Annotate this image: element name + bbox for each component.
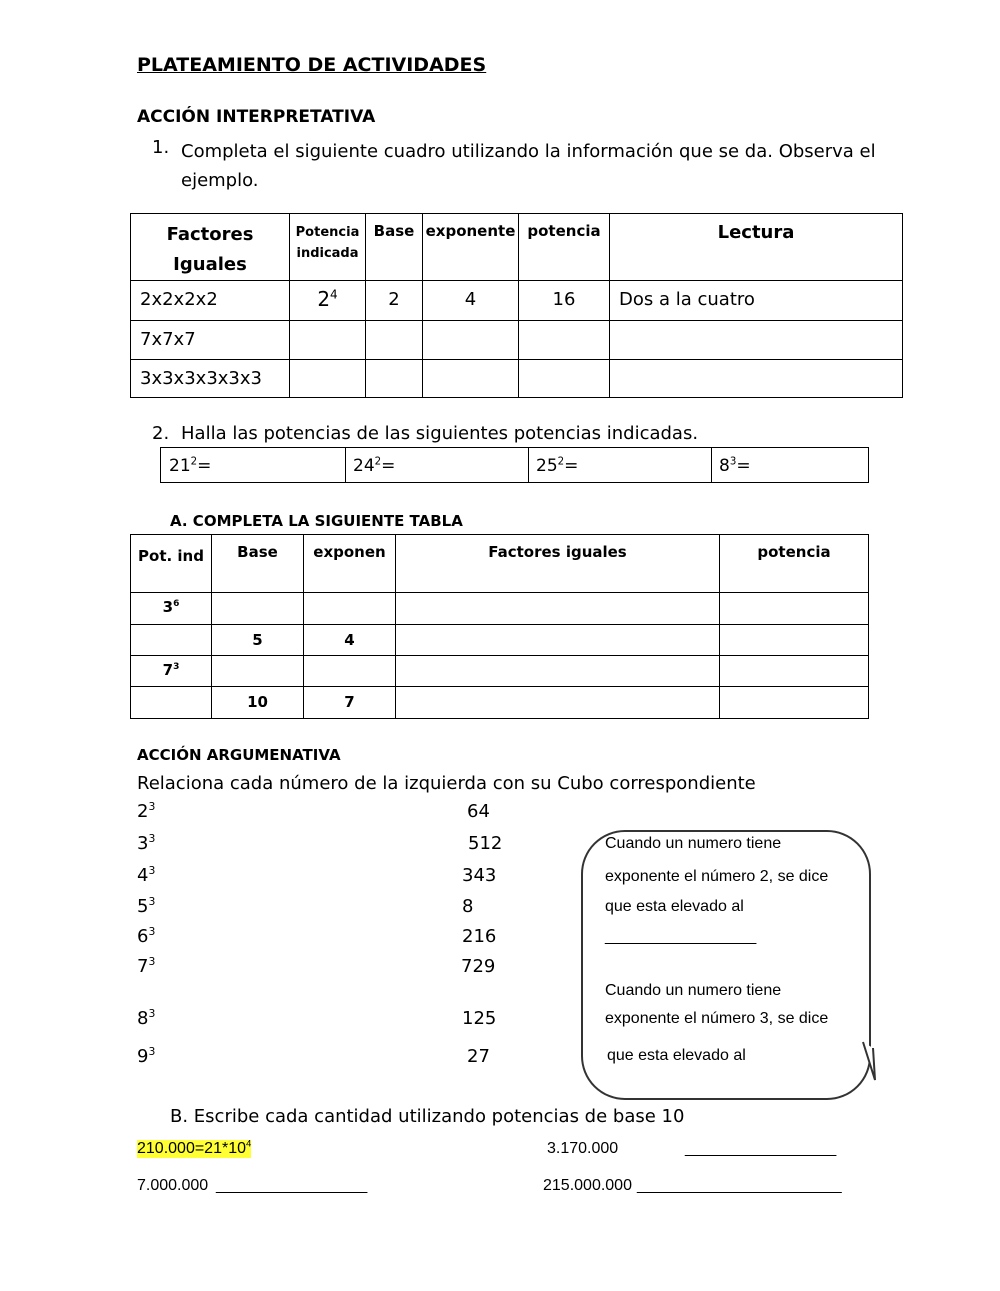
match-right-item[interactable]: 27 — [467, 1046, 490, 1067]
match-left-item[interactable]: $8^3$ — [137, 1007, 156, 1029]
section-heading-argumentativa: ACCIÓN ARGUMENATIVA — [137, 746, 341, 764]
cell-base[interactable] — [212, 593, 304, 625]
cell-potencia[interactable] — [720, 687, 869, 719]
cell-base: 10 — [212, 687, 304, 719]
cell-pot-ind[interactable] — [131, 687, 212, 719]
cell-potencia[interactable] — [720, 625, 869, 656]
power-cell[interactable]: $24^2=$ — [346, 448, 529, 483]
cell-base: 2 — [366, 281, 423, 321]
power-cell[interactable]: $25^2=$ — [529, 448, 712, 483]
cell-exponente[interactable] — [304, 656, 396, 687]
match-left-item[interactable]: $5^3$ — [137, 895, 156, 917]
page-title: PLATEAMIENTO DE ACTIVIDADES — [137, 54, 487, 76]
cell-base[interactable] — [212, 656, 304, 687]
cell-exponente: 4 — [423, 281, 519, 321]
table-row — [131, 321, 903, 360]
match-left-item[interactable]: $6^3$ — [137, 925, 156, 947]
header-exponente: exponente — [423, 214, 519, 281]
match-left-item[interactable]: $7^3$ — [137, 955, 156, 977]
table-row — [131, 687, 869, 719]
answer-blank[interactable]: _______________________ — [637, 1177, 842, 1194]
cell-factores[interactable] — [396, 593, 720, 625]
bubble-line: Cuando un numero tiene — [605, 982, 782, 999]
section-heading-interpretativa: ACCIÓN INTERPRETATIVA — [137, 107, 376, 127]
item2-number: 2. — [152, 423, 170, 444]
match-left-item[interactable]: $3^3$ — [137, 832, 156, 854]
table-row — [131, 281, 903, 321]
table-row — [131, 360, 903, 398]
header-factores-iguales: Factores iguales — [396, 535, 720, 593]
quantity-label: 7.000.000 — [137, 1177, 209, 1194]
quantity-label: 3.170.000 — [547, 1140, 619, 1157]
cell-potencia[interactable] — [519, 360, 610, 398]
header-potencia-indicada: Potencia indicada — [290, 214, 366, 281]
cell-factores: 3x3x3x3x3x3 — [131, 360, 290, 398]
cell-lectura[interactable] — [610, 321, 903, 360]
bubble-line: que esta elevado al — [605, 898, 744, 915]
cell-exponente[interactable] — [423, 321, 519, 360]
header-exponente: exponen — [304, 535, 396, 593]
cell-exponente: 4 — [304, 625, 396, 656]
cell-factores[interactable] — [396, 687, 720, 719]
header-base: Base — [212, 535, 304, 593]
cell-potencia[interactable] — [519, 321, 610, 360]
match-right-item[interactable]: 729 — [461, 956, 496, 977]
quantity-label: 215.000.000 — [543, 1177, 632, 1194]
header-base: Base — [366, 214, 423, 281]
header-factores: Factores Iguales — [131, 214, 290, 281]
table-potencias-2 — [130, 534, 869, 719]
answer-blank[interactable]: _________________ — [216, 1177, 368, 1194]
cell-factores[interactable] — [396, 656, 720, 687]
table-row — [131, 625, 869, 656]
example-answer: $210.000=21*10^4$ — [137, 1138, 252, 1157]
cell-base: 5 — [212, 625, 304, 656]
header-lectura: Lectura — [610, 214, 903, 281]
cell-factores: 7x7x7 — [131, 321, 290, 360]
table2-title: A. COMPLETA LA SIGUIENTE TABLA — [170, 512, 463, 530]
cell-exponente[interactable] — [423, 360, 519, 398]
item1-number: 1. — [152, 137, 170, 158]
cell-base[interactable] — [366, 321, 423, 360]
cell-factores: 2x2x2x2 — [131, 281, 290, 321]
bubble-line: Cuando un numero tiene — [605, 835, 782, 852]
table-potencias-1 — [130, 213, 903, 398]
cell-base[interactable] — [366, 360, 423, 398]
cell-potencia[interactable] — [720, 656, 869, 687]
match-right-item[interactable]: 125 — [462, 1008, 497, 1029]
bubble-line: exponente el número 2, se dice — [605, 868, 829, 885]
header-potencia: potencia — [720, 535, 869, 593]
table-row — [131, 656, 869, 687]
header-potencia: potencia — [519, 214, 610, 281]
cell-lectura[interactable] — [610, 360, 903, 398]
answer-blank[interactable]: _________________ — [685, 1140, 837, 1157]
cell-exponente[interactable] — [304, 593, 396, 625]
sectionB-heading: B. Escribe cada cantidad utilizando potencias de base 10 — [170, 1106, 685, 1127]
cell-pot-ind: $7^3$ — [131, 656, 212, 687]
match-left-item[interactable]: $4^3$ — [137, 864, 156, 886]
match-right-item[interactable]: 343 — [462, 865, 497, 886]
bubble-line: que esta elevado al — [607, 1047, 746, 1064]
power-cell[interactable]: $21^2=$ — [161, 448, 346, 483]
cell-potencia-indicada[interactable] — [290, 360, 366, 398]
cell-potencia: 16 — [519, 281, 610, 321]
header-pot-ind: Pot. ind — [131, 535, 212, 593]
cell-pot-ind[interactable] — [131, 625, 212, 656]
match-right-item[interactable]: 512 — [468, 833, 503, 854]
cell-factores[interactable] — [396, 625, 720, 656]
powers-table — [160, 447, 869, 483]
cell-potencia-indicada[interactable] — [290, 321, 366, 360]
match-left-item[interactable]: $9^3$ — [137, 1045, 156, 1067]
power-cell[interactable]: $8^3=$ — [712, 448, 869, 483]
match-left-item[interactable]: $2^3$ — [137, 800, 156, 822]
table-row — [131, 593, 869, 625]
speech-bubble-tail — [860, 1040, 880, 1085]
match-right-item[interactable]: 64 — [467, 801, 490, 822]
match-right-item[interactable]: 216 — [462, 926, 497, 947]
item2-instruction: Halla las potencias de las siguientes potencias indicadas. — [181, 423, 699, 444]
cell-potencia[interactable] — [720, 593, 869, 625]
item1-instruction: Completa el siguiente cuadro utilizando la información que se da. Observa el ejemplo. — [181, 141, 876, 191]
match-right-item[interactable]: 8 — [462, 896, 474, 917]
bubble-answer-blank[interactable]: _________________ — [605, 928, 757, 945]
bubble-line: exponente el número 3, se dice — [605, 1010, 829, 1027]
cell-pot-ind: $3^6$ — [131, 593, 212, 625]
cell-exponente: 7 — [304, 687, 396, 719]
cell-lectura: Dos a la cuatro — [610, 281, 903, 321]
match-instruction: Relaciona cada número de la izquierda con su Cubo correspondiente — [137, 773, 756, 794]
cell-potencia-indicada: $2^4$ — [290, 281, 366, 321]
